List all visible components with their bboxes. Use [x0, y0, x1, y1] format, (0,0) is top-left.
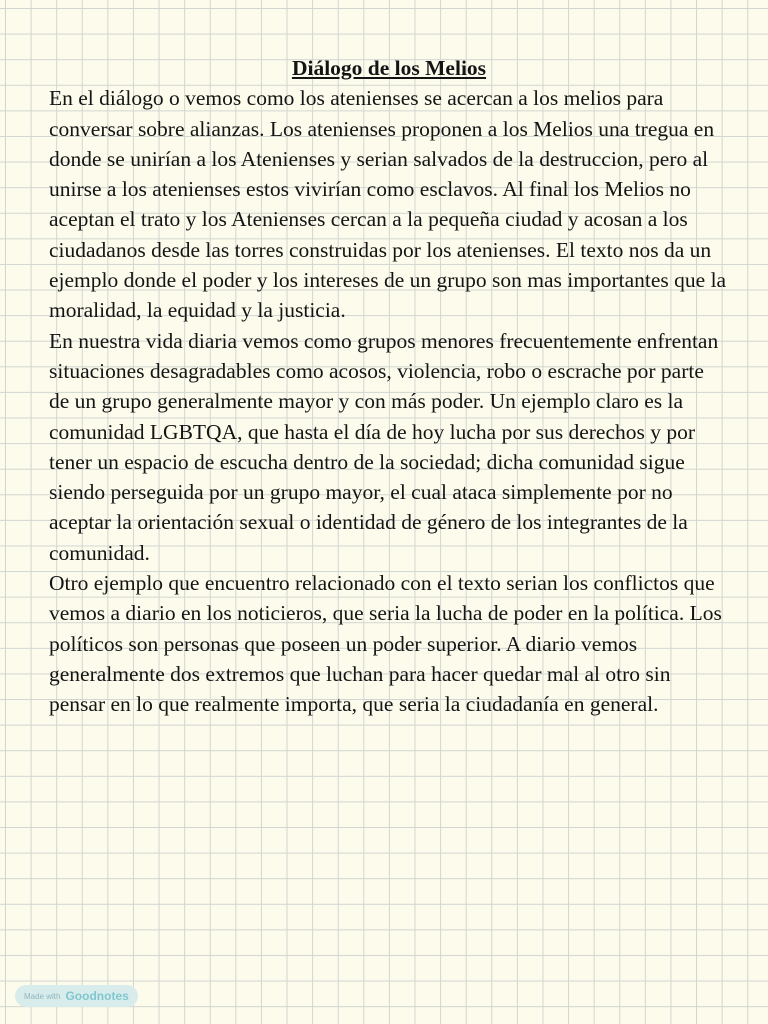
- paragraph-1: En el diálogo o vemos como los atenienses se acercan a los melios para conversar sobre alianzas. Los atenienses proponen a los Melios una tregua en donde se unirían a los Atenienses y serian salvados de la destruccion, pero al unirse a los atenienses estos vivirían como esclavos. Al final los Melios no aceptan el trato y los Atenienses cercan a la pequeña ciudad y acosan a los ciudadanos desde las torres construidas por los atenienses. El texto nos da un ejemplo donde el poder y los intereses de un grupo son mas importantes que la moralidad, la equidad y la justicia.: [49, 86, 727, 323]
- watermark-brand: Goodnotes: [65, 989, 129, 1003]
- watermark-prefix: Made with: [24, 991, 61, 1001]
- paragraph-2: En nuestra vida diaria vemos como grupos menores frecuentemente enfrentan situaciones desagradables como acosos, violencia, robo o escrache por parte de un grupo generalmente mayor y con más poder. Un ejemplo claro es la comunidad LGBTQA, que hasta el día de hoy lucha por sus derechos y por tener un espacio de escucha dentro de la sociedad; dicha comunidad sigue siendo perseguida por un grupo mayor, el cual ataca simplemente por no aceptar la orientación sexual o identidad de género de los integrantes de la comunidad.: [49, 328, 719, 565]
- document-title: Diálogo de los Melios: [291, 56, 487, 80]
- note-page: [49, 53, 729, 720]
- goodnotes-watermark: [15, 985, 138, 1007]
- paragraph-3: Otro ejemplo que encuentro relacionado con el texto serian los conflictos que vemos a diario en los noticieros, que seria la lucha de poder en la política. Los políticos son personas que poseen un poder superior. A diario vemos generalmente dos extremos que luchan para hacer quedar mal al otro sin pensar en lo que realmente importa, que seria la ciudadanía en general.: [49, 571, 722, 717]
